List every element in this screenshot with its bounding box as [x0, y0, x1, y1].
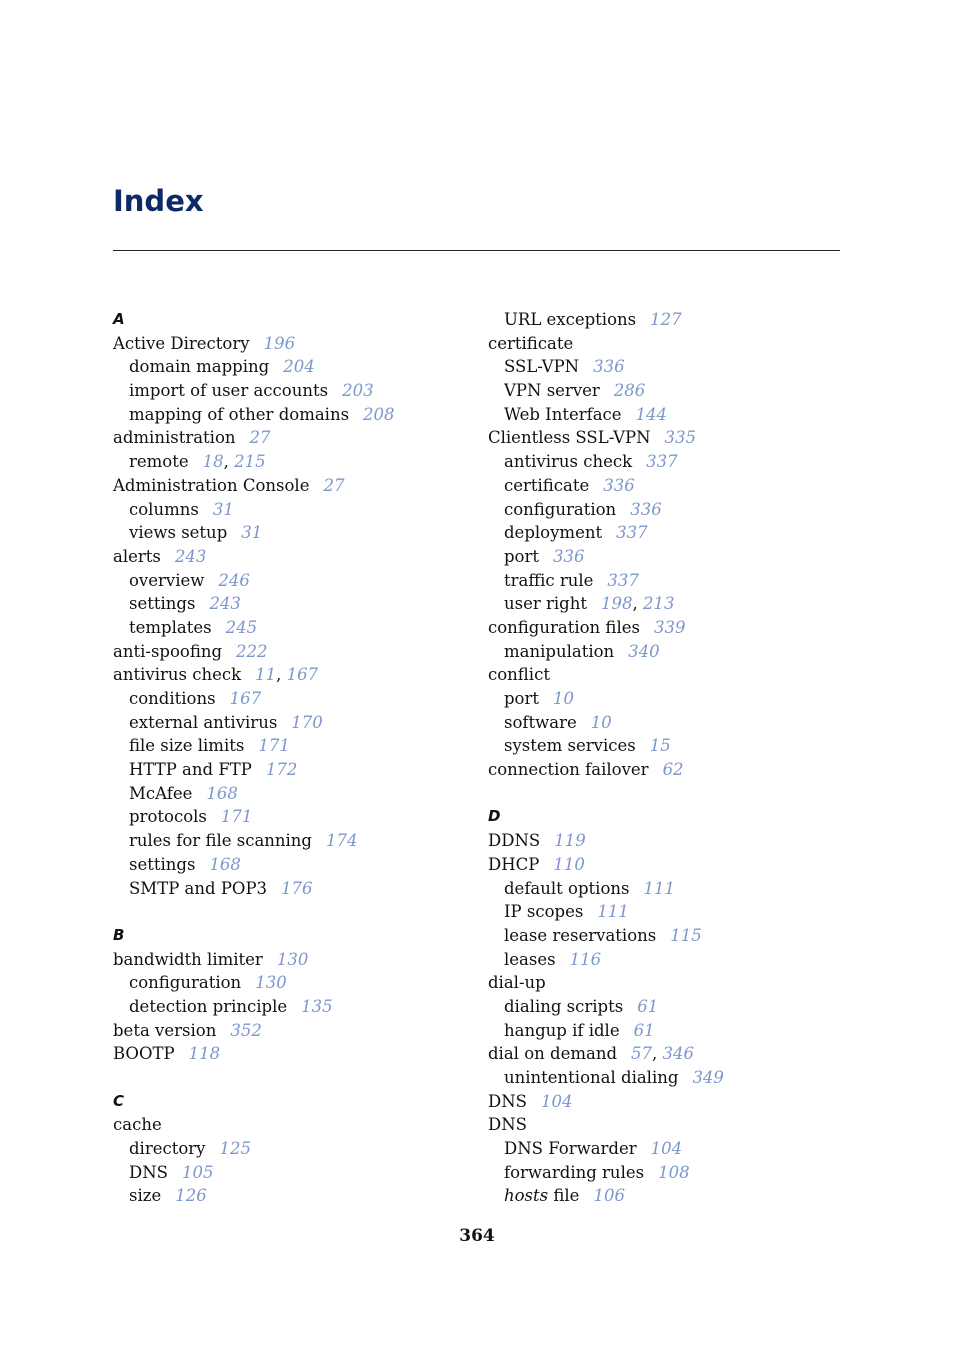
index-subentry — [113, 782, 473, 806]
index-term: alerts — [113, 546, 161, 566]
index-entry — [113, 474, 473, 498]
index-term: cache — [113, 1115, 162, 1135]
index-term: certificate — [488, 333, 574, 353]
page-link[interactable]: 203 — [342, 381, 374, 401]
index-term: port — [504, 689, 540, 708]
index-term: views setup — [129, 523, 228, 543]
index-subentry — [113, 569, 473, 593]
page-link[interactable]: 339 — [653, 617, 686, 637]
page-link[interactable]: 168 — [206, 783, 238, 803]
index-entry — [488, 1090, 848, 1114]
index-term: manipulation — [504, 641, 615, 661]
index-entry — [113, 332, 473, 356]
index-term: import of user accounts — [129, 381, 329, 401]
page-link[interactable]: 104 — [650, 1139, 683, 1159]
page-separator: , — [652, 1044, 663, 1064]
index-term: configuration — [129, 973, 242, 993]
index-term: software — [504, 712, 577, 732]
index-subentry — [488, 450, 848, 474]
page-link[interactable]: 286 — [613, 381, 646, 401]
index-subentry — [113, 853, 473, 877]
page-link[interactable]: 196 — [263, 333, 296, 353]
page-references — [553, 547, 585, 566]
page-link[interactable]: 336 — [553, 546, 585, 566]
index-term: user right — [504, 594, 587, 614]
index-subentry — [488, 545, 848, 569]
page-references — [175, 547, 207, 566]
page-link[interactable]: 340 — [628, 641, 660, 661]
index-term: detection principle — [129, 996, 288, 1016]
page-link[interactable]: 337 — [646, 452, 678, 472]
page-link[interactable]: 57 — [631, 1044, 653, 1064]
page-link[interactable]: 171 — [220, 807, 253, 827]
page-references — [692, 1068, 724, 1087]
index-subentry — [113, 403, 473, 427]
index-subentry — [488, 1184, 848, 1208]
page-references — [203, 452, 266, 471]
index-entry — [488, 1042, 848, 1066]
page-link[interactable]: 62 — [662, 760, 684, 780]
index-entry — [488, 853, 848, 877]
page-link[interactable]: 10 — [553, 689, 575, 708]
page-link[interactable]: 105 — [181, 1162, 214, 1182]
page-link[interactable]: 108 — [658, 1162, 690, 1182]
page-link[interactable]: 119 — [554, 831, 586, 851]
index-column-left — [113, 308, 473, 1208]
index-subentry — [113, 758, 473, 782]
page-references — [654, 618, 686, 637]
index-entry — [113, 545, 473, 569]
index-term: DNS — [129, 1162, 168, 1182]
section-gap — [488, 782, 848, 806]
index-subentry — [488, 924, 848, 948]
page-references — [553, 689, 574, 708]
page-link[interactable]: 135 — [301, 996, 333, 1016]
page-references — [326, 831, 358, 850]
index-subentry — [488, 877, 848, 901]
page-link[interactable]: 61 — [633, 1020, 655, 1040]
page-link[interactable]: 172 — [265, 760, 298, 780]
index-term: DDNS — [488, 831, 541, 851]
page-link[interactable]: 245 — [225, 617, 258, 637]
page-link[interactable]: 130 — [255, 973, 287, 993]
page-references — [218, 571, 250, 590]
page-link[interactable]: 167 — [286, 665, 319, 685]
section-letter: D — [488, 807, 501, 826]
index-subentry — [113, 616, 473, 640]
index-term: default options — [504, 878, 630, 898]
index-term: dial on demand — [488, 1044, 618, 1064]
index-term: columns — [129, 499, 199, 519]
index-term: external antivirus — [129, 712, 278, 732]
index-term: administration — [113, 428, 236, 448]
index-entry — [113, 1019, 473, 1043]
page-references — [209, 855, 241, 874]
page-separator: , — [276, 665, 287, 685]
page-title: Index — [113, 184, 204, 218]
index-entry — [488, 758, 848, 782]
index-term: templates — [129, 617, 212, 637]
index-entry — [488, 426, 848, 450]
page-references — [646, 452, 678, 471]
page-references — [601, 594, 675, 613]
index-term: HTTP and FTP — [129, 760, 252, 780]
page-references — [593, 1186, 625, 1205]
page-references — [554, 831, 586, 850]
page-references — [258, 736, 290, 755]
page-references — [636, 405, 668, 424]
section-letter: A — [113, 310, 125, 328]
index-subentry — [488, 948, 848, 972]
index-term: anti-spoofing — [113, 641, 223, 661]
section-gap — [113, 900, 473, 924]
index-term: settings — [129, 594, 196, 614]
index-subentry — [488, 1161, 848, 1185]
index-term: configuration files — [488, 617, 640, 637]
page-references — [663, 760, 684, 779]
page-references — [264, 334, 296, 353]
page-references — [670, 926, 702, 945]
index-term: size — [129, 1186, 162, 1206]
index-subentry — [488, 379, 848, 403]
page-number: 364 — [459, 1226, 495, 1246]
index-term: system services — [504, 736, 636, 756]
page-references — [301, 997, 333, 1016]
page-references — [175, 1186, 207, 1205]
page-link[interactable]: 170 — [291, 712, 323, 732]
index-term: directory — [129, 1139, 206, 1159]
page-references — [616, 523, 648, 542]
index-subentry — [488, 498, 848, 522]
index-subentry — [488, 592, 848, 616]
index-term: SSL-VPN — [504, 357, 580, 377]
index-subentry — [488, 1019, 848, 1043]
index-subentry — [113, 971, 473, 995]
term-emphasis: hosts — [504, 1186, 549, 1206]
index-term: mapping of other domains — [129, 404, 350, 424]
page-link[interactable]: 116 — [569, 949, 602, 969]
page-references — [277, 950, 309, 969]
index-subentry — [488, 569, 848, 593]
index-entry — [113, 663, 473, 687]
index-subentry — [488, 900, 848, 924]
page-references — [241, 523, 262, 542]
page-link[interactable]: 111 — [643, 878, 675, 898]
page-link[interactable]: 126 — [175, 1186, 207, 1206]
index-subentry — [488, 403, 848, 427]
page-link[interactable]: 106 — [593, 1186, 625, 1206]
page-references — [182, 1163, 214, 1182]
index-subentry — [488, 687, 848, 711]
index-term: DNS — [488, 1115, 527, 1135]
index-subentry — [113, 1184, 473, 1208]
page-references — [651, 1139, 683, 1158]
index-entry — [488, 332, 848, 356]
page-references — [220, 1139, 252, 1158]
page-separator: , — [632, 594, 643, 614]
index-term: antivirus check — [504, 452, 633, 472]
page-references — [553, 855, 585, 874]
page-link[interactable]: 335 — [664, 428, 697, 448]
index-term: beta version — [113, 1020, 217, 1040]
index-term: URL exceptions — [504, 310, 637, 329]
index-subentry — [488, 711, 848, 735]
page-link[interactable]: 168 — [209, 854, 241, 874]
index-term: DHCP — [488, 854, 540, 874]
index-subentry — [488, 308, 848, 332]
page-link[interactable]: 222 — [236, 641, 268, 661]
page-link[interactable]: 61 — [637, 996, 659, 1016]
index-term: protocols — [129, 807, 207, 827]
page-references — [630, 500, 662, 519]
index-entry — [113, 948, 473, 972]
index-entry — [488, 616, 848, 640]
page-link[interactable]: 198 — [600, 594, 633, 614]
index-subentry — [113, 379, 473, 403]
index-subentry — [113, 1137, 473, 1161]
page-link[interactable]: 144 — [635, 404, 668, 424]
index-term: leases — [504, 949, 556, 969]
index-subentry — [113, 521, 473, 545]
page-link[interactable]: 115 — [670, 925, 702, 945]
page-references — [189, 1044, 221, 1063]
index-subentry — [113, 877, 473, 901]
page-references — [634, 1021, 655, 1040]
index-entry — [113, 640, 473, 664]
page-references — [593, 357, 625, 376]
index-subentry — [113, 711, 473, 735]
page-references — [631, 1044, 694, 1063]
index-subentry — [488, 474, 848, 498]
title-rule — [113, 250, 840, 251]
index-term: configuration — [504, 499, 617, 519]
index-subentry — [113, 592, 473, 616]
page-references — [291, 713, 323, 732]
index-term: port — [504, 546, 540, 566]
index-term: McAfee — [129, 783, 193, 803]
index-term: rules for file scanning — [129, 831, 312, 851]
index-term: Web Interface — [504, 404, 622, 424]
page-references — [209, 594, 241, 613]
page-link[interactable]: 174 — [326, 831, 358, 851]
page-link[interactable]: 346 — [662, 1044, 695, 1064]
index-term: settings — [129, 854, 196, 874]
page-references — [255, 665, 318, 684]
index-term: overview — [129, 570, 205, 590]
page-link[interactable]: 31 — [212, 499, 234, 519]
page-references — [650, 736, 671, 755]
index-column-right — [488, 308, 848, 1208]
page-references — [206, 784, 238, 803]
index-term: traffic rule — [504, 570, 594, 590]
index-entry — [488, 663, 848, 687]
index-subentry — [113, 498, 473, 522]
page-references — [591, 713, 612, 732]
page-references — [266, 760, 298, 779]
index-term: hangup if idle — [504, 1020, 620, 1040]
page-link[interactable]: 243 — [174, 546, 207, 566]
index-term: BOOTP — [113, 1044, 175, 1064]
index-entry — [113, 1042, 473, 1066]
page-references — [283, 357, 315, 376]
index-entry — [113, 426, 473, 450]
page-references — [603, 476, 635, 495]
page-references — [363, 405, 395, 424]
page-link[interactable]: 171 — [258, 736, 290, 756]
index-term: VPN server — [504, 381, 600, 401]
page-link[interactable]: 125 — [219, 1139, 252, 1159]
page-link[interactable]: 246 — [218, 570, 250, 590]
index-term: IP scopes — [504, 902, 584, 922]
index-subentry — [488, 640, 848, 664]
page-references — [281, 879, 313, 898]
index-term: dialing scripts — [504, 996, 624, 1016]
page-link[interactable]: 215 — [234, 452, 266, 472]
page-link[interactable]: 213 — [642, 594, 675, 614]
page-link[interactable]: 352 — [230, 1020, 262, 1040]
page-references — [226, 618, 258, 637]
page-link[interactable]: 167 — [229, 689, 262, 708]
index-term: Administration Console — [113, 475, 310, 495]
page-link[interactable]: 110 — [553, 854, 585, 874]
page-references — [342, 381, 374, 400]
page-references — [628, 642, 660, 661]
index-entry — [488, 1113, 848, 1137]
index-term: conflict — [488, 665, 550, 685]
page-references — [323, 476, 344, 495]
index-subentry — [488, 355, 848, 379]
page-references — [221, 807, 253, 826]
page-link[interactable]: 349 — [692, 1068, 724, 1087]
page-link[interactable]: 15 — [649, 736, 671, 756]
page-link[interactable]: 243 — [209, 594, 241, 614]
page-link[interactable]: 27 — [249, 428, 271, 448]
page-link[interactable]: 130 — [276, 949, 309, 969]
page-link[interactable]: 31 — [241, 523, 263, 543]
index-term: certificate — [504, 475, 590, 495]
index-term: Clientless SSL-VPN — [488, 428, 651, 448]
page-references — [607, 571, 639, 590]
page-link[interactable]: 11 — [255, 665, 277, 685]
index-term: DNS — [488, 1091, 527, 1111]
page-link[interactable]: 111 — [597, 902, 629, 922]
index-term: lease reservations — [504, 925, 657, 945]
page-references — [665, 428, 697, 447]
page-link[interactable]: 10 — [590, 712, 612, 732]
page-link[interactable]: 208 — [363, 404, 395, 424]
index-subentry — [113, 734, 473, 758]
section-letter: B — [113, 925, 125, 944]
page-references — [236, 642, 268, 661]
index-term: connection failover — [488, 760, 649, 780]
page-link[interactable]: 336 — [630, 499, 662, 519]
index-term: conditions — [129, 689, 216, 708]
index-entry — [488, 829, 848, 853]
index-term: unintentional dialing — [504, 1068, 679, 1087]
page-separator: , — [223, 452, 235, 472]
index-subentry — [488, 734, 848, 758]
page-link[interactable]: 18 — [202, 452, 224, 472]
page-references — [250, 428, 271, 447]
index-subentry — [113, 450, 473, 474]
page-references — [650, 310, 682, 329]
page-references — [643, 879, 675, 898]
index-term: deployment — [504, 523, 603, 543]
index-subentry — [488, 1066, 848, 1090]
page-references — [230, 1021, 262, 1040]
page-link[interactable]: 176 — [281, 878, 313, 898]
index-term: file size limits — [129, 736, 245, 756]
page-references — [213, 500, 234, 519]
index-entry — [113, 1113, 473, 1137]
index-term: forwarding rules — [504, 1162, 645, 1182]
index-subentry — [113, 995, 473, 1019]
page-link[interactable]: 118 — [188, 1044, 221, 1064]
page-link[interactable]: 337 — [616, 523, 648, 543]
page-references — [637, 997, 658, 1016]
page-link[interactable]: 336 — [603, 475, 635, 495]
page-references — [597, 902, 629, 921]
page-link[interactable]: 127 — [650, 310, 682, 329]
index-subentry — [113, 1161, 473, 1185]
page-link[interactable]: 337 — [607, 570, 639, 590]
index-subentry — [113, 829, 473, 853]
index-term: SMTP and POP3 — [129, 878, 268, 898]
page-link[interactable]: 27 — [323, 475, 345, 495]
page-references — [614, 381, 646, 400]
page-references — [541, 1092, 573, 1111]
index-term: file — [553, 1186, 580, 1206]
index-subentry — [488, 995, 848, 1019]
page-references — [570, 950, 602, 969]
index-subentry — [113, 805, 473, 829]
page-references — [658, 1163, 690, 1182]
index-subentry — [113, 355, 473, 379]
index-entry — [488, 971, 848, 995]
index-term: remote — [129, 452, 189, 472]
page-link[interactable]: 336 — [593, 357, 625, 377]
index-term: Active Directory — [113, 333, 250, 353]
section-gap — [113, 1066, 473, 1090]
page-link[interactable]: 204 — [283, 357, 315, 377]
index-term: DNS Forwarder — [504, 1139, 637, 1159]
index-term: antivirus check — [113, 665, 242, 685]
index-subentry — [488, 1137, 848, 1161]
page-link[interactable]: 104 — [540, 1091, 573, 1111]
index-subentry — [113, 687, 473, 711]
index-term: bandwidth limiter — [113, 949, 263, 969]
page-references — [230, 689, 262, 708]
section-letter: C — [113, 1091, 125, 1110]
index-subentry — [488, 521, 848, 545]
index-term: dial-up — [488, 973, 546, 993]
page-references — [255, 973, 287, 992]
index-term: domain mapping — [129, 357, 270, 377]
